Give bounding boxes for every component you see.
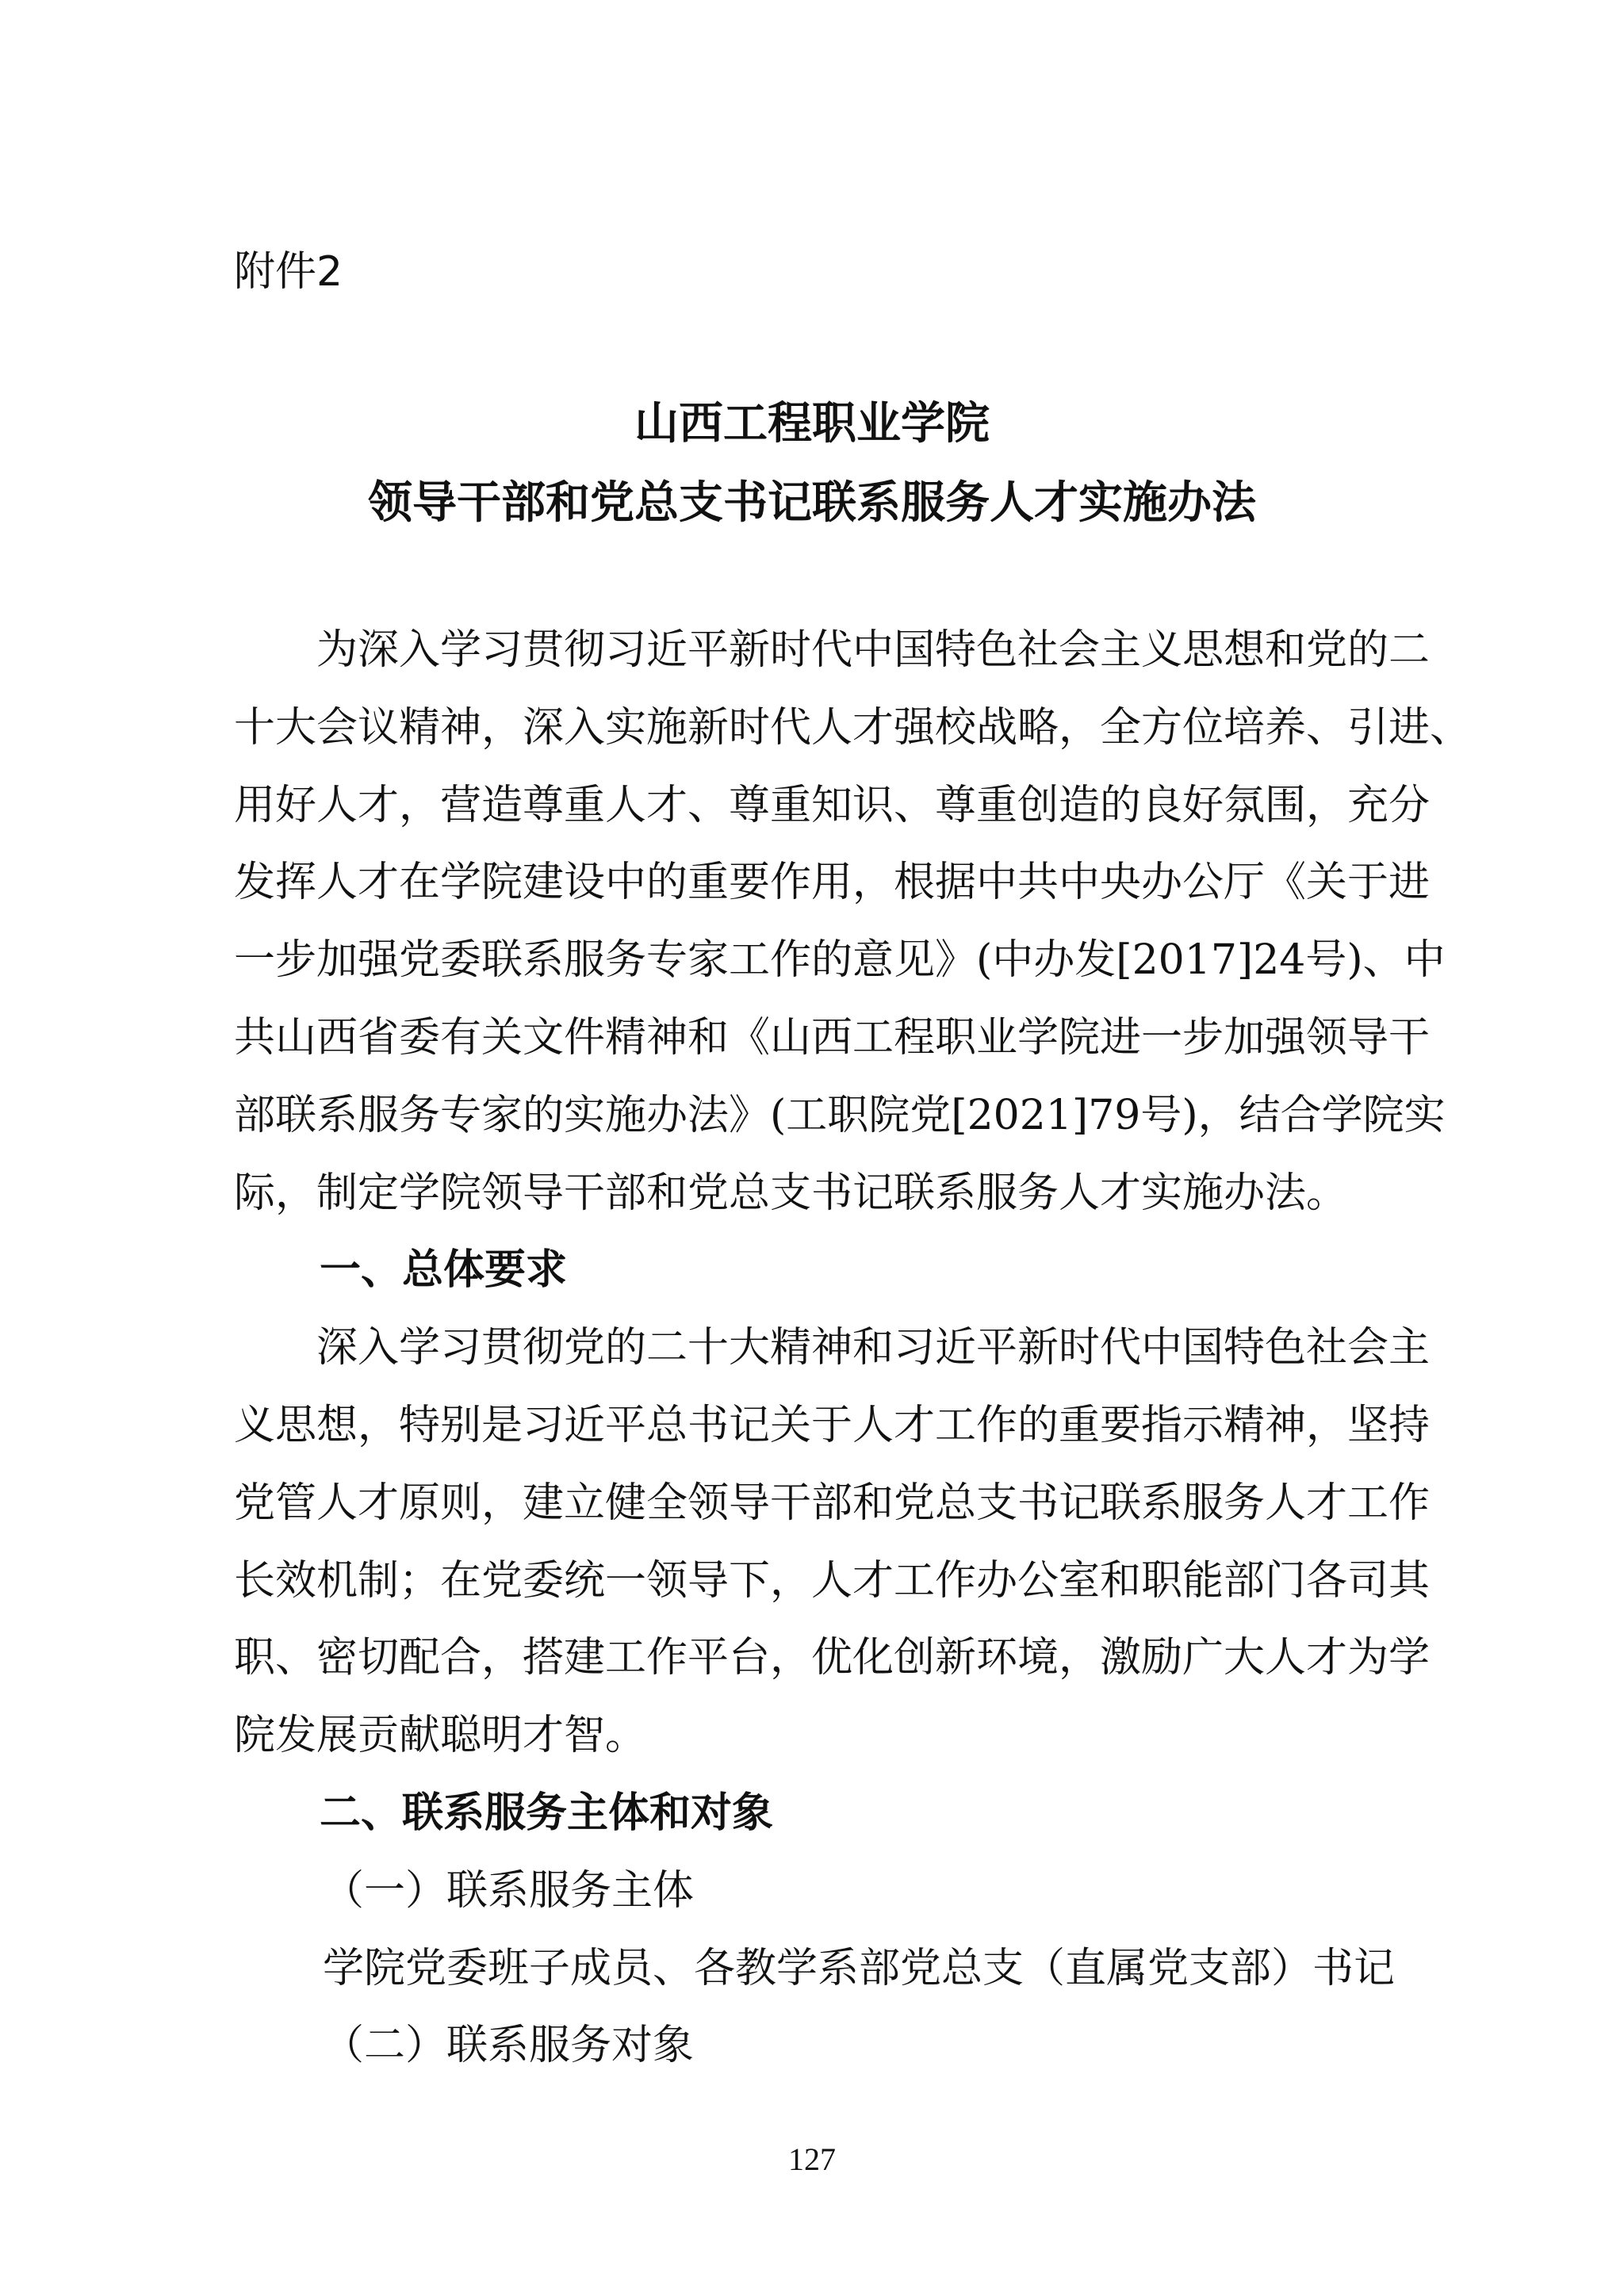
paragraph-line: 深入学习贯彻党的二十大精神和习近平新时代中国特色社会主 — [316, 1324, 1431, 1372]
section-heading: 一、总体要求 — [320, 1246, 568, 1295]
paragraph-line: 为深入学习贯彻习近平新时代中国特色社会主义思想和党的二 — [316, 626, 1431, 674]
paragraph-line: 院发展贡献聪明才智。 — [234, 1712, 647, 1760]
paragraph-line: 党管人才原则，建立健全领导干部和党总支书记联系服务人才工作 — [234, 1479, 1431, 1527]
paragraph-line: 职、密切配合，搭建工作平台，优化创新环境，激励广大人才为学 — [234, 1634, 1431, 1682]
paragraph-line: 共山西省委有关文件精神和《山西工程职业学院进一步加强领导干 — [234, 1013, 1431, 1062]
paragraph-line: 发挥人才在学院建设中的重要作用，根据中共中央办公厅《关于进 — [234, 859, 1431, 907]
document-body — [234, 612, 1472, 2085]
paragraph-line: 义思想，特别是习近平总书记关于人才工作的重要指示精神，坚持 — [234, 1401, 1431, 1449]
paragraph-line: 十大会议精神，深入实施新时代人才强校战略，全方位培养、引进、 — [234, 703, 1472, 752]
paragraph-line: 学院党委班子成员、各教学系部党总支（直属党支部）书记 — [323, 1944, 1396, 1992]
page-number: 127 — [788, 2141, 836, 2177]
paragraph-line: 部联系服务专家的实施办法》(工职院党[2021]79号)，结合学院实 — [234, 1091, 1446, 1139]
section-heading: 二、联系服务主体和对象 — [320, 1789, 774, 1837]
document-title-line-2: 领导干部和党总支书记联系服务人才实施办法 — [368, 477, 1256, 529]
document-title-line-1: 山西工程职业学院 — [634, 398, 990, 450]
paragraph-line: 际，制定学院领导干部和党总支书记联系服务人才实施办法。 — [234, 1169, 1348, 1217]
paragraph-line: 长效机制；在党委统一领导下，人才工作办公室和职能部门各司其 — [234, 1556, 1431, 1605]
subsection-heading: （二）联系服务对象 — [323, 2022, 695, 2070]
paragraph-line: 用好人才，营造尊重人才、尊重知识、尊重创造的良好氛围，充分 — [234, 781, 1431, 829]
subsection-heading: （一）联系服务主体 — [323, 1866, 695, 1915]
paragraph-line: 一步加强党委联系服务专家工作的意见》(中办发[2017]24号)、中 — [234, 936, 1446, 985]
attachment-label: 附件2 — [234, 248, 343, 296]
